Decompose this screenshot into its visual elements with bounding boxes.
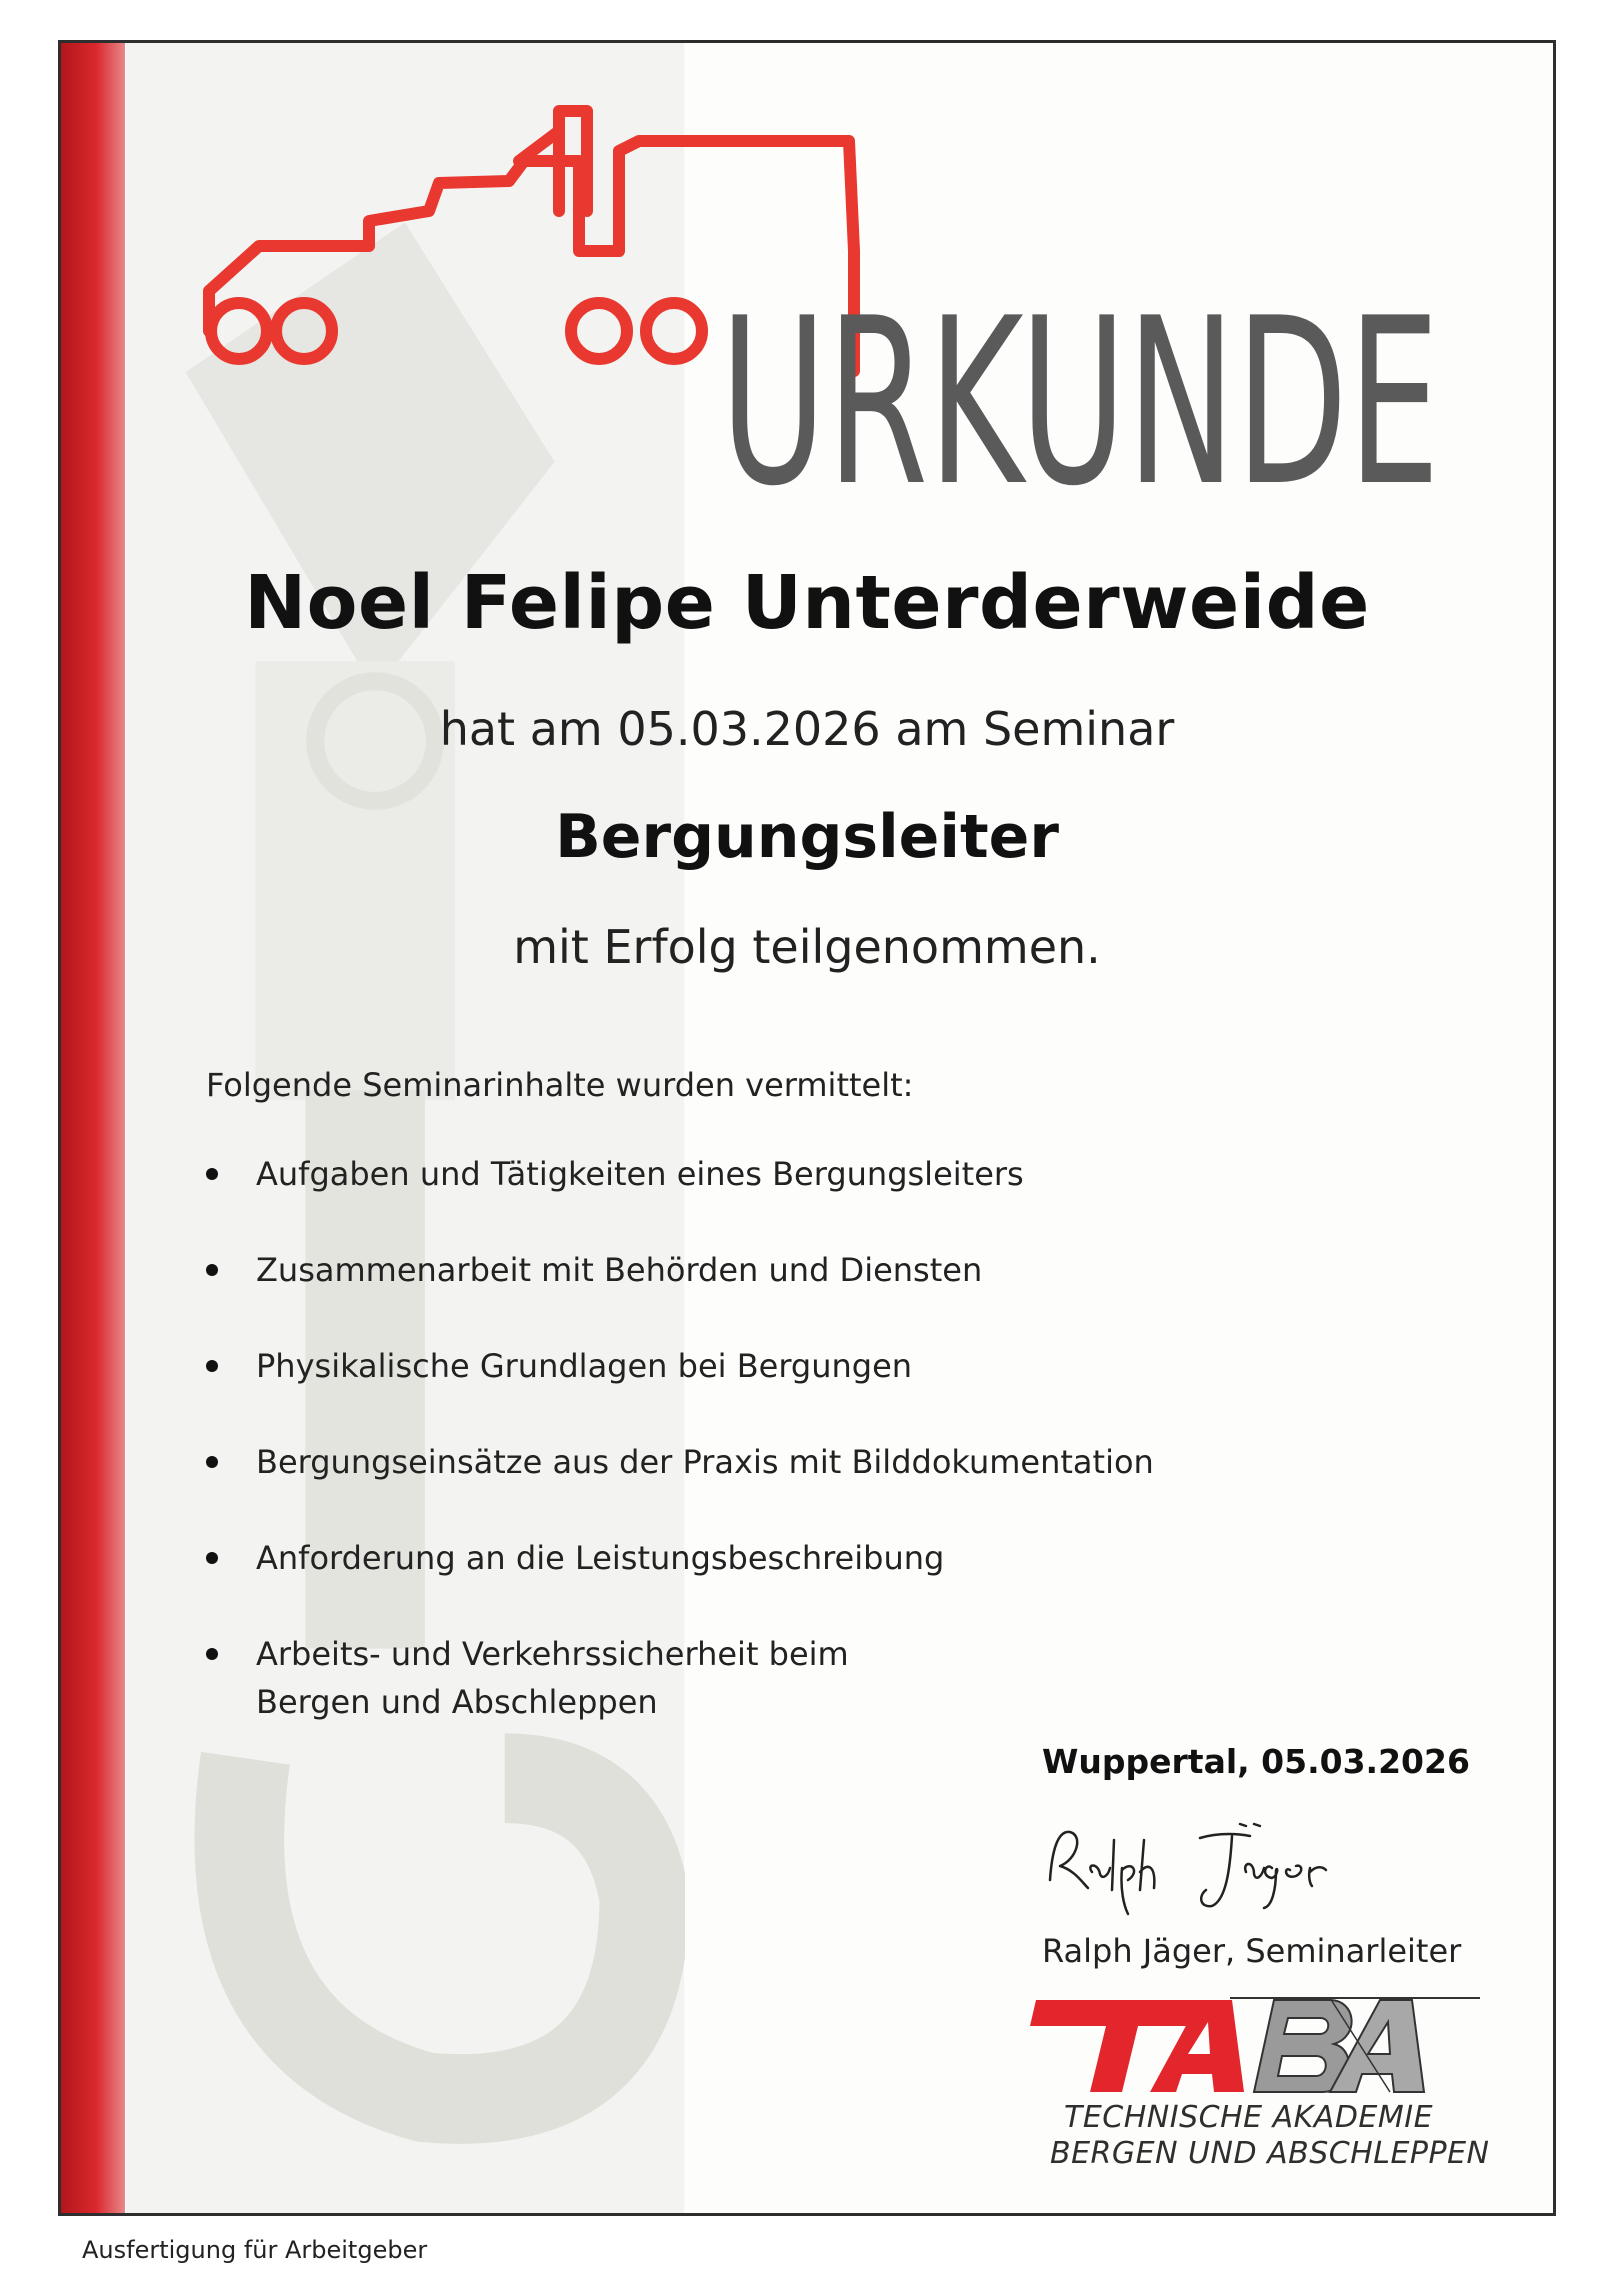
footer-note: Ausfertigung für Arbeitgeber [82, 2236, 428, 2264]
bullet-icon [206, 1360, 218, 1372]
bullet-icon [206, 1264, 218, 1276]
completion-line: mit Erfolg teilgenommen. [513, 920, 1101, 974]
list-item: Aufgaben und Tätigkeiten eines Bergungsleiters [206, 1150, 1154, 1198]
list-item: Zusammenarbeit mit Behörden und Diensten [206, 1246, 1154, 1294]
bullet-icon [206, 1168, 218, 1180]
signer-name: Ralph Jäger, Seminarleiter [1042, 1932, 1462, 1970]
topic-list [206, 1150, 1154, 1774]
bullet-icon [206, 1648, 218, 1660]
list-item: Physikalische Grundlagen bei Bergungen [206, 1342, 1154, 1390]
list-item: Anforderung an die Leistungsbeschreibung [206, 1534, 1154, 1582]
handwritten-signature [1040, 1810, 1340, 1920]
bullet-icon [206, 1456, 218, 1468]
list-item: Bergungseinsätze aus der Praxis mit Bilddokumentation [206, 1438, 1154, 1486]
participation-line: hat am 05.03.2026 am Seminar [439, 702, 1175, 756]
svg-text:URKUNDE: URKUNDE [720, 272, 1440, 532]
bullet-icon [206, 1552, 218, 1564]
place-date: Wuppertal, 05.03.2026 [1042, 1742, 1470, 1781]
taba-name-line2: BERGEN UND ABSCHLEPPEN [1050, 2136, 1490, 2171]
seminar-name: Bergungsleiter [555, 802, 1059, 872]
contents-intro: Folgende Seminarinhalte wurden vermittelt: [206, 1066, 914, 1104]
taba-name-line1: TECHNISCHE AKADEMIE [1064, 2100, 1434, 2135]
red-side-band [61, 43, 125, 2213]
list-item: Arbeits- und Verkehrssicherheit beim Bergen und Abschleppen [206, 1630, 1154, 1726]
recipient-name: Noel Felipe Unterderweide [244, 560, 1370, 646]
urkunde-title [700, 272, 1460, 532]
